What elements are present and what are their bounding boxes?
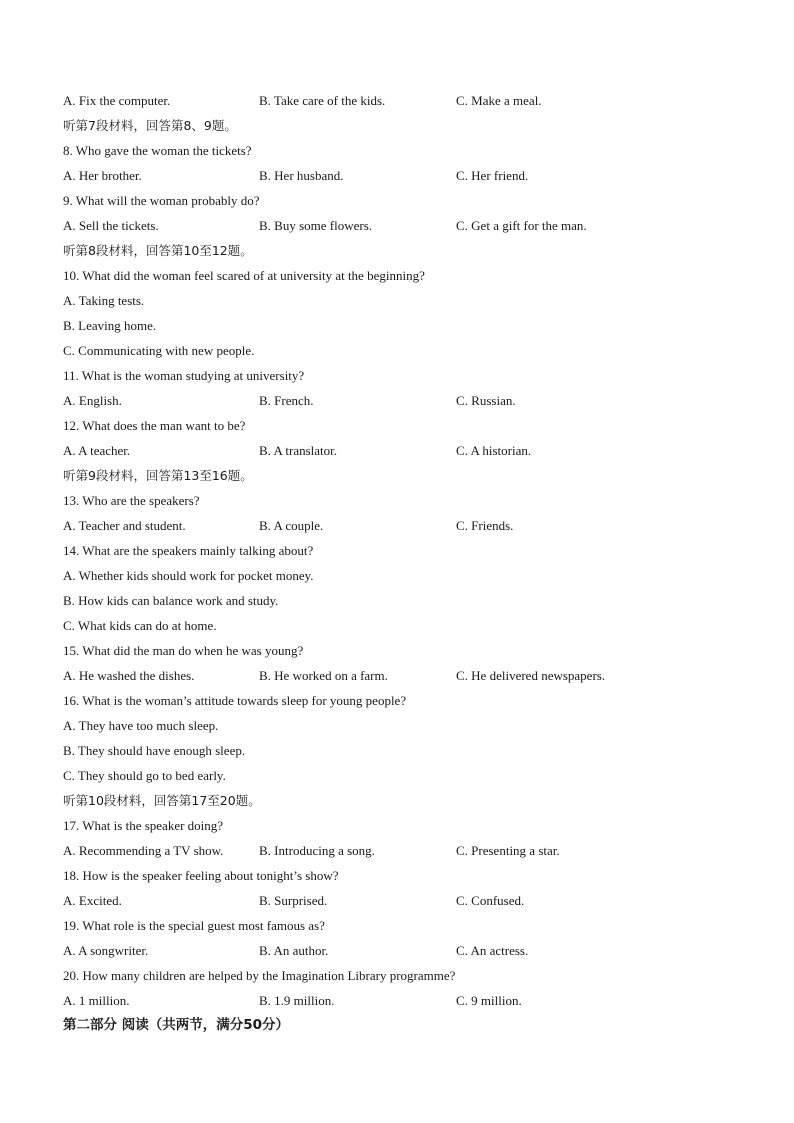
question: 16. What is the woman’s attitude towards sleep for young people? (63, 693, 407, 708)
option-c: C. Russian. (456, 393, 516, 408)
question: 15. What did the man do when he was young? (63, 643, 304, 658)
option-b: B. Take care of the kids. (259, 93, 386, 108)
option-line: A. Taking tests. (63, 293, 145, 308)
option-b: B. He worked on a farm. (259, 668, 388, 683)
options-row (63, 438, 743, 463)
option-c: C. Get a gift for the man. (456, 218, 587, 233)
option-c: C. Presenting a star. (456, 843, 560, 858)
options-row (63, 838, 743, 863)
section-instruction: 听第8段材料，回答第10至12题。 (63, 243, 253, 258)
option-a: A. English. (63, 393, 122, 408)
option-c: C. An actress. (456, 943, 529, 958)
options-row (63, 513, 743, 538)
options-row (63, 163, 743, 188)
option-line: B. They should have enough sleep. (63, 743, 246, 758)
question: 20. How many children are helped by the Imagination Library programme? (63, 968, 456, 983)
option-b: B. 1.9 million. (259, 993, 335, 1008)
options-row (63, 663, 743, 688)
option-b: B. Buy some flowers. (259, 218, 373, 233)
option-line: A. They have too much sleep. (63, 718, 219, 733)
option-b: B. Introducing a song. (259, 843, 375, 858)
question: 18. How is the speaker feeling about tonight’s show? (63, 868, 339, 883)
options-row (63, 888, 743, 913)
question: 13. Who are the speakers? (63, 493, 200, 508)
option-a: A. Fix the computer. (63, 93, 171, 108)
option-b: B. A couple. (259, 518, 324, 533)
exam-page (63, 88, 743, 1038)
option-line: C. They should go to bed early. (63, 768, 226, 783)
option-a: A. He washed the dishes. (63, 668, 195, 683)
options-row (63, 88, 743, 113)
option-b: B. An author. (259, 943, 329, 958)
question: 8. Who gave the woman the tickets? (63, 143, 252, 158)
question: 10. What did the woman feel scared of at university at the beginning? (63, 268, 425, 283)
options-row (63, 213, 743, 238)
option-c: C. 9 million. (456, 993, 522, 1008)
option-a: A. A teacher. (63, 443, 131, 458)
option-c: C. Make a meal. (456, 93, 542, 108)
option-line: C. Communicating with new people. (63, 343, 255, 358)
option-b: B. A translator. (259, 443, 337, 458)
option-line: A. Whether kids should work for pocket money. (63, 568, 314, 583)
section-instruction: 听第10段材料，回答第17至20题。 (63, 793, 261, 808)
option-line: B. Leaving home. (63, 318, 157, 333)
question: 17. What is the speaker doing? (63, 818, 224, 833)
option-c: C. Her friend. (456, 168, 529, 183)
option-c: C. Friends. (456, 518, 514, 533)
option-b: B. Surprised. (259, 893, 328, 908)
question: 12. What does the man want to be? (63, 418, 246, 433)
option-a: A. Teacher and student. (63, 518, 186, 533)
option-a: A. A songwriter. (63, 943, 149, 958)
options-row (63, 388, 743, 413)
option-c: C. Confused. (456, 893, 525, 908)
option-c: C. A historian. (456, 443, 532, 458)
section-instruction: 听第7段材料，回答第8、9题。 (63, 118, 237, 133)
options-row (63, 938, 743, 963)
option-a: A. 1 million. (63, 993, 130, 1008)
option-b: B. Her husband. (259, 168, 344, 183)
section-instruction: 听第9段材料，回答第13至16题。 (63, 468, 253, 483)
option-a: A. Her brother. (63, 168, 142, 183)
question: 9. What will the woman probably do? (63, 193, 260, 208)
option-a: A. Recommending a TV show. (63, 843, 224, 858)
part-heading: 第二部分 阅读（共两节，满分50分） (63, 1017, 289, 1033)
question: 14. What are the speakers mainly talking about? (63, 543, 314, 558)
question: 11. What is the woman studying at university? (63, 368, 305, 383)
option-c: C. He delivered newspapers. (456, 668, 606, 683)
option-a: A. Excited. (63, 893, 122, 908)
option-a: A. Sell the tickets. (63, 218, 159, 233)
option-b: B. French. (259, 393, 314, 408)
options-row (63, 988, 743, 1013)
question: 19. What role is the special guest most famous as? (63, 918, 325, 933)
option-line: B. How kids can balance work and study. (63, 593, 279, 608)
option-line: C. What kids can do at home. (63, 618, 217, 633)
